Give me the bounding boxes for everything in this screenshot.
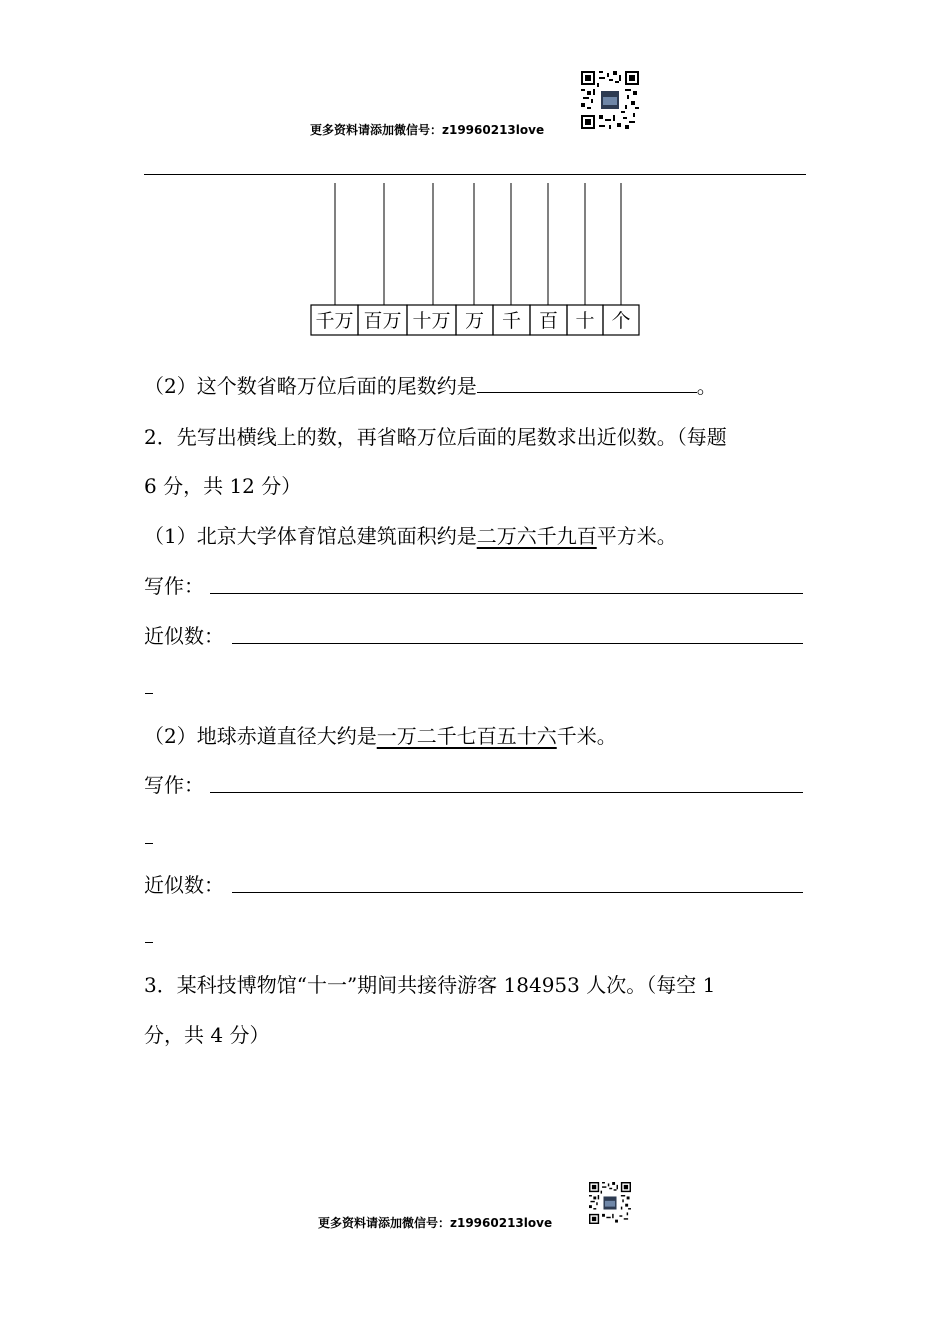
q2-part2-approx-blank-continuation (145, 942, 153, 943)
footer-qr-code (589, 1182, 631, 1224)
q2-part1-approx-blank-continuation (145, 693, 153, 694)
place-label-qian: 千 (501, 310, 522, 332)
place-label-baiwan: 百万 (363, 310, 402, 332)
place-value-abacus (0, 0, 950, 340)
q2-part2-suffix: 千米。 (556, 724, 617, 748)
q2-title-line1: 2．先写出横线上的数，再省略万位后面的尾数求出近似数。（每题 (144, 425, 727, 449)
q2-part2-approx-blank[interactable] (232, 892, 803, 893)
q2-part1-prefix: （1）北京大学体育馆总建筑面积约是 (144, 524, 477, 548)
footer-wechat-text: 更多资料请添加微信号：z19960213love (318, 1216, 553, 1230)
q3-line1: 3．某科技博物馆“十一”期间共接待游客 184953 人次。（每空 1 (144, 973, 716, 997)
q2-part2-underlined: 一万二千七百五十六 (376, 724, 557, 748)
q2-part2-write-label: 写作： (144, 773, 204, 797)
place-label-ge: 个 (611, 310, 631, 332)
q2-part2-write-blank-continuation (145, 843, 153, 844)
q2-part1-write-label: 写作： (144, 574, 204, 598)
q1-part2 (144, 370, 717, 399)
q1-part2-text: （2）这个数省略万位后面的尾数约是 (144, 374, 477, 398)
place-label-bai: 百 (538, 310, 559, 332)
q2-part2-write-blank[interactable] (210, 792, 803, 793)
q2-part2-prefix: （2）地球赤道直径大约是 (144, 724, 377, 748)
place-label-shi: 十 (575, 310, 595, 332)
place-label-qianwan: 千万 (315, 310, 354, 332)
q1-part2-answer-blank[interactable] (477, 391, 697, 393)
q2-part1-approx-blank[interactable] (232, 643, 803, 644)
place-label-shiwan: 十万 (412, 310, 451, 332)
q1-part2-end: 。 (696, 374, 717, 398)
q2-title-line2: 6 分，共 12 分） (144, 474, 302, 498)
q2-part1-suffix: 平方米。 (596, 524, 677, 548)
place-label-wan: 万 (464, 310, 485, 332)
header-wechat-text: 更多资料请添加微信号：z19960213love (310, 123, 545, 137)
q2-part1-write-blank[interactable] (210, 593, 803, 594)
q3-line2: 分，共 4 分） (144, 1023, 270, 1047)
q2-part2-approx-label: 近似数： (144, 873, 224, 897)
q2-part1-approx-label: 近似数： (144, 624, 224, 648)
q2-part2 (144, 720, 617, 749)
q2-part1 (144, 520, 677, 549)
q2-part1-underlined: 二万六千九百 (476, 524, 597, 548)
